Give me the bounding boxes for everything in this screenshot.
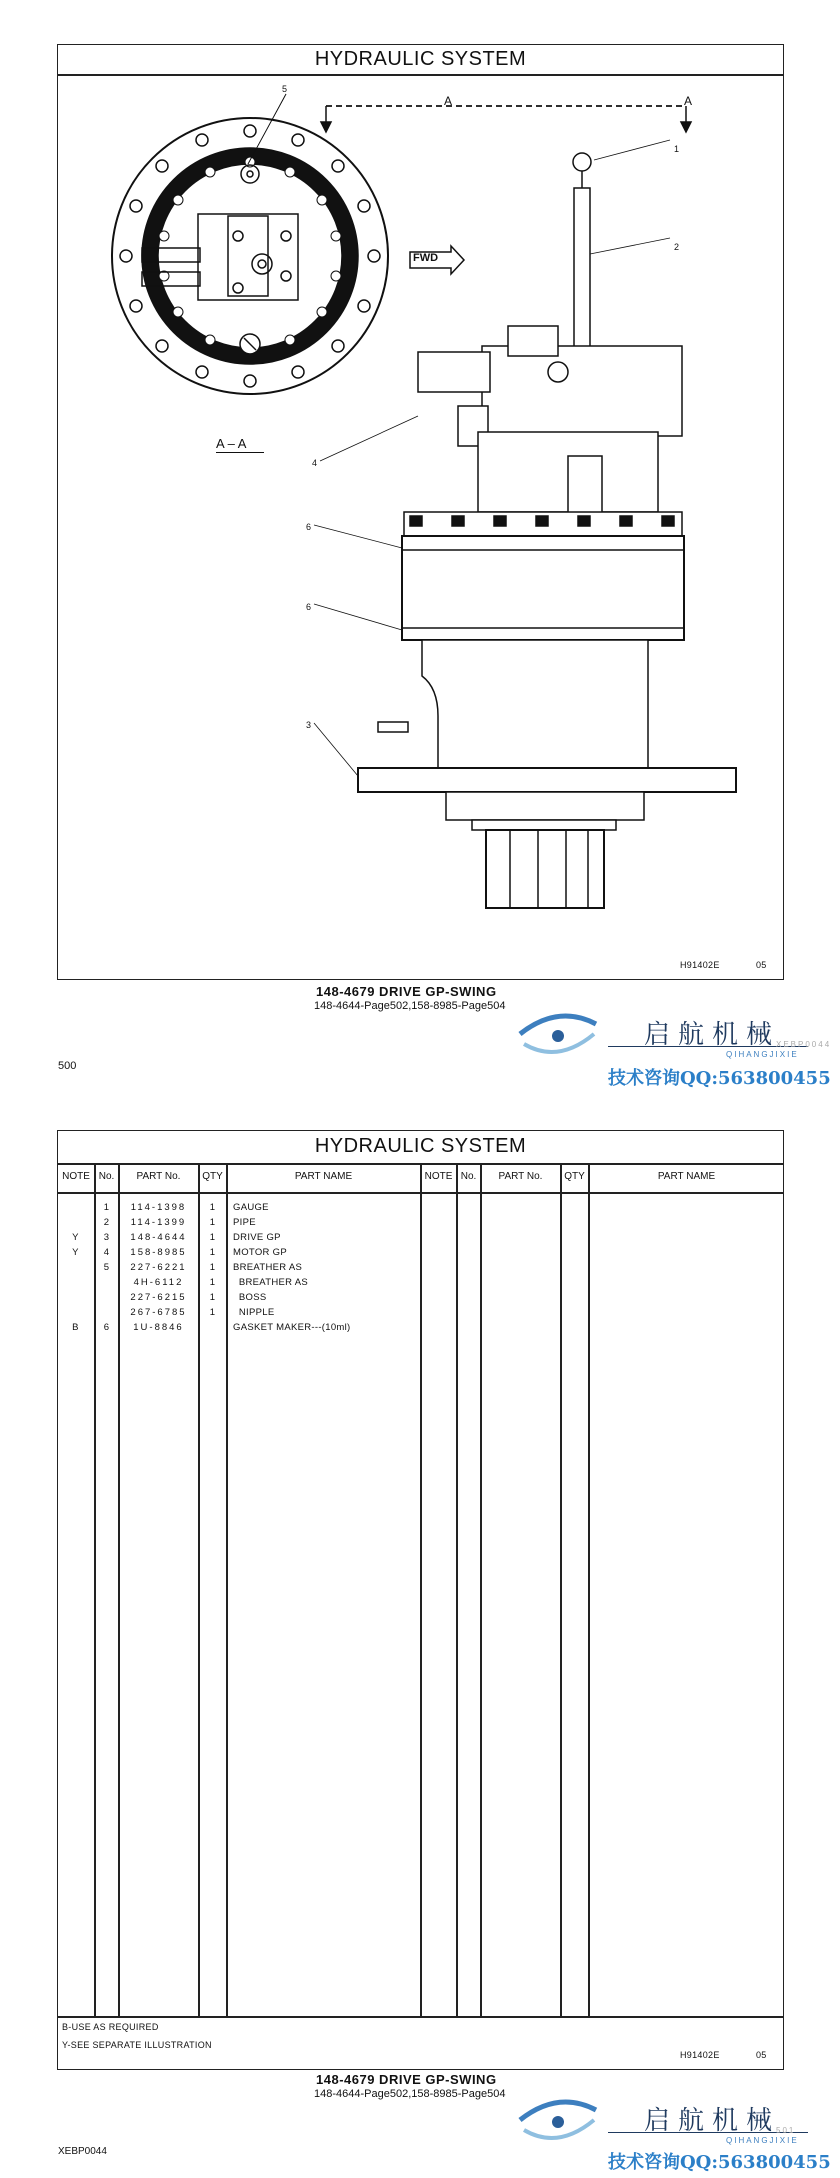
page2-caption: 148-4679 DRIVE GP-SWING	[316, 2072, 497, 2087]
watermark-ghost: 501	[776, 2126, 796, 2135]
header-qty: QTY	[202, 1171, 223, 1182]
header-part-name-right: PART NAME	[657, 1171, 716, 1182]
row-part-name: GAUGE	[233, 1202, 269, 1213]
swing-drive-illustration	[58, 76, 783, 976]
note-y: Y-SEE SEPARATE ILLUSTRATION	[62, 2040, 212, 2050]
row-part-no: 148-4644	[130, 1232, 187, 1243]
callout-5: 5	[282, 84, 288, 94]
row-part-name: PIPE	[233, 1217, 256, 1228]
row-note: Y	[72, 1247, 79, 1258]
row-qty: 1	[209, 1202, 216, 1213]
row-qty: 1	[209, 1262, 216, 1273]
notes-divider	[57, 2016, 784, 2018]
col-line	[560, 1163, 562, 2016]
callout-1: 1	[674, 144, 680, 154]
row-qty: 1	[209, 1247, 216, 1258]
page1-caption: 148-4679 DRIVE GP-SWING	[316, 984, 497, 999]
watermark-pinyin: QIHANGJIXIE	[726, 1050, 799, 1059]
drawing-ref-num-2: 05	[756, 2050, 767, 2060]
row-no: 5	[103, 1262, 110, 1273]
col-line	[456, 1163, 458, 2016]
row-part-name: BREATHER AS	[233, 1277, 308, 1288]
watermark-logo-icon	[518, 2090, 598, 2150]
row-part-name: MOTOR GP	[233, 1247, 287, 1258]
page-number-500: 500	[58, 1060, 77, 1072]
parts-list-title: HYDRAULIC SYSTEM	[314, 1135, 527, 1157]
header-no-right: No.	[460, 1171, 477, 1182]
row-no: 6	[103, 1322, 110, 1333]
table-row	[57, 1305, 427, 1320]
table-row	[57, 1200, 427, 1215]
table-row	[57, 1260, 427, 1275]
row-part-name: BREATHER AS	[233, 1262, 303, 1273]
row-part-no: 158-8985	[130, 1247, 187, 1258]
callout-3: 3	[306, 720, 312, 730]
header-qty-right: QTY	[564, 1171, 585, 1182]
table-row	[57, 1290, 427, 1305]
callout-4: 4	[312, 458, 318, 468]
table-row	[57, 1245, 427, 1260]
row-part-no: 4H-6112	[133, 1277, 184, 1288]
callout-6-upper: 6	[306, 522, 312, 532]
row-part-no: 114-1399	[130, 1217, 187, 1228]
watermark-contact: 技术咨询QQ:563800455	[608, 1068, 831, 1089]
header-part-no-right: PART No.	[498, 1171, 543, 1182]
row-no: 1	[103, 1202, 110, 1213]
row-part-no: 114-1398	[130, 1202, 187, 1213]
side-view	[358, 153, 736, 908]
header-part-no: PART No.	[136, 1171, 181, 1182]
section-letter-right: A	[684, 94, 693, 108]
row-note: Y	[72, 1232, 79, 1243]
drawing-ref-num: 05	[756, 960, 767, 970]
watermark-1	[518, 1004, 838, 1094]
row-no: 2	[103, 1217, 110, 1228]
note-b: B-USE AS REQUIRED	[62, 2022, 159, 2032]
row-part-no: 1U-8846	[133, 1322, 184, 1333]
row-part-name: GASKET MAKER---(10ml)	[233, 1322, 351, 1333]
callout-6-lower: 6	[306, 602, 312, 612]
row-part-no: 267-6785	[130, 1307, 187, 1318]
col-line	[480, 1163, 482, 2016]
page1-caption-sub: 148-4644-Page502,158-8985-Page504	[314, 1000, 506, 1012]
header-no: No.	[98, 1171, 115, 1182]
table-row	[57, 1215, 427, 1230]
watermark-contact: 技术咨询QQ:563800455	[608, 2152, 831, 2173]
section-letter-left: A	[444, 94, 453, 108]
section-label-underline	[216, 452, 264, 453]
watermark-logo-icon	[518, 1004, 598, 1064]
row-part-name: BOSS	[233, 1292, 267, 1303]
callout-2: 2	[674, 242, 680, 252]
fwd-label: FWD	[413, 252, 439, 264]
row-qty: 1	[209, 1217, 216, 1228]
watermark-ghost: XEBP0044	[776, 1040, 832, 1049]
page-title: HYDRAULIC SYSTEM	[314, 48, 527, 70]
watermark-brand: 启航机械	[644, 1020, 781, 1050]
row-note: B	[72, 1322, 79, 1333]
header-part-name: PART NAME	[294, 1171, 353, 1182]
table-row	[57, 1320, 427, 1335]
header-note: NOTE	[62, 1171, 90, 1182]
parts-rows	[57, 1200, 427, 1360]
row-qty: 1	[209, 1292, 216, 1303]
watermark-pinyin: QIHANGJIXIE	[726, 2136, 799, 2145]
header-note-right: NOTE	[424, 1171, 453, 1182]
row-part-name: DRIVE GP	[233, 1232, 281, 1243]
row-part-no: 227-6221	[130, 1262, 187, 1273]
row-no: 3	[103, 1232, 110, 1243]
page-number-xebp: XEBP0044	[58, 2146, 107, 2157]
watermark-brand: 启航机械	[644, 2106, 781, 2136]
drawing-ref: H91402E	[680, 960, 720, 970]
table-row	[57, 1230, 427, 1245]
row-part-name: NIPPLE	[233, 1307, 275, 1318]
col-line	[588, 1163, 590, 2016]
watermark-2	[518, 2090, 838, 2178]
row-part-no: 227-6215	[130, 1292, 187, 1303]
page2-caption-sub: 148-4644-Page502,158-8985-Page504	[314, 2088, 506, 2100]
end-view	[112, 118, 388, 394]
row-qty: 1	[209, 1232, 216, 1243]
drawing-ref-2: H91402E	[680, 2050, 720, 2060]
table-row	[57, 1275, 427, 1290]
row-qty: 1	[209, 1277, 216, 1288]
row-no: 4	[103, 1247, 110, 1258]
section-label: A – A	[216, 436, 247, 451]
row-qty: 1	[209, 1307, 216, 1318]
